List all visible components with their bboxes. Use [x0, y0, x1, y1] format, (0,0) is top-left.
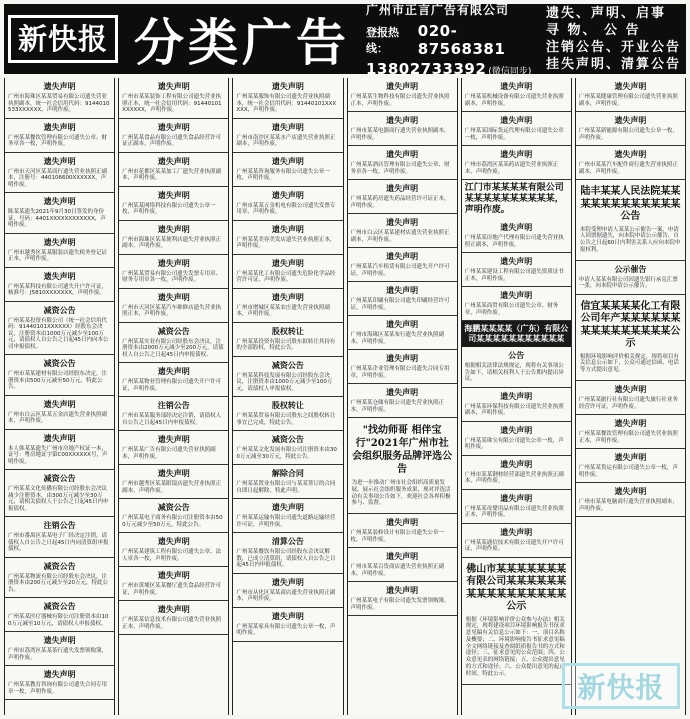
classified-notice	[348, 548, 457, 582]
notice-body: 广州某某化工有限公司遗失危险化学品经营许可证，声明作废。	[236, 270, 336, 283]
notice-title: 遗失声明	[614, 82, 647, 91]
notice-title: 注销公告	[43, 521, 76, 530]
notice-body: 广州市某某钢材经营部遗失营业执照正副本，声明作废。	[464, 471, 564, 484]
brand-logo-text: 新快报	[8, 15, 118, 63]
classified-notice	[5, 598, 114, 632]
notice-title: 遗失声明	[386, 586, 419, 596]
classified-notice	[233, 187, 342, 221]
notice-body: 广州某某网络科技有限公司遗失公章一枚，声明作废。	[122, 202, 216, 215]
notice-title: 减资公告	[43, 602, 76, 611]
notice-title: 遗失声明	[43, 271, 76, 281]
ad-columns	[4, 78, 686, 715]
notice-body: 广州某某电子商务有限公司注册资本由500万元减少至50万元，特此公告。	[122, 515, 223, 528]
hotline-label: 登报热线：	[366, 25, 399, 55]
notice-title: 遗失声明	[271, 190, 304, 200]
category-line: 注销公告、开业公告	[546, 40, 682, 55]
classified-notice	[233, 78, 342, 119]
notice-title: 遗失声明	[500, 425, 533, 435]
classified-notice	[462, 287, 571, 321]
notice-title: 遗失声明	[500, 150, 533, 159]
classified-notice	[5, 153, 114, 194]
notice-body: 广州某某贸易有限公司股东之间股权转让事宜已完成，特此公告。	[236, 413, 336, 426]
classified-notice	[5, 193, 114, 234]
classified-notice	[576, 261, 685, 295]
notice-title: 遗失声明	[386, 252, 419, 261]
notice-body: 广州某某美容美发店遗失营业执照正本，声明作废。	[236, 236, 336, 249]
notice-body: 广州市番禺区某某电子厂经决定注销，请债权人自公告之日起45日内向清算组申报债权。	[8, 533, 109, 552]
notice-body: 广州市某某装饰工程有限公司遗失营业执照正本，统一社会信用代码：91440101XXXXXX，声明作废。	[122, 94, 222, 113]
classified-notice	[119, 431, 228, 465]
notice-title: 减资公告	[271, 360, 304, 370]
notice-body: 广州市白云区某某五金店遗失营业执照副本，声明作废。	[8, 411, 108, 424]
notice-title: 遗失声明	[157, 367, 190, 376]
notice-body: 广州某某餐饮管理有限公司遗失营业执照正本，声明作废。	[578, 431, 678, 444]
notice-title: 遗失声明	[157, 435, 190, 444]
notice-title: 遗失声明	[157, 156, 190, 166]
classified-notice	[119, 187, 228, 221]
classified-notice	[462, 78, 571, 112]
notice-body: 广州市某某电器商行遗失营业执照副本，声明作废。	[350, 128, 450, 141]
notice-title: 遗失声明	[386, 184, 419, 193]
classified-notice	[5, 234, 114, 268]
feature-title: "找幼师哥 相伴宝行"2021年广州市社会组织服务品牌评选公告	[352, 425, 453, 475]
classified-notice	[348, 316, 457, 350]
notice-title: 遗失声明	[43, 82, 76, 91]
notice-body: 申请人某某有限公司因遗失银行承兑汇票一张，向本院申请公示催告。	[578, 276, 678, 290]
notice-title: 遗失声明	[500, 291, 533, 300]
classified-notice	[348, 180, 457, 214]
notice-body: 广州某某物流有限公司经股东会决议，注册资本由200万元减少至20万元，特此公告。	[8, 573, 108, 593]
classified-notice	[119, 499, 228, 533]
classified-notice	[233, 397, 342, 431]
notice-body: 广州某某商贸有限公司遗失公章、财务章，声明作废。	[464, 303, 559, 316]
notice-title: 遗失声明	[386, 388, 419, 397]
notice-title: 遗失声明	[500, 257, 533, 266]
notice-body: 广州某某文化发展有限公司注册资本由300万元减至30万元，特此公告。	[236, 447, 337, 460]
notice-body: 广州某某旅行社有限公司遗失旅行社业务经营许可证，声明作废。	[578, 397, 678, 410]
classified-notice	[233, 153, 342, 187]
notice-title: 遗失声明	[157, 571, 190, 580]
classified-notice	[119, 323, 228, 364]
notice-body: 广州市黄埔区某某餐厅遗失食品经营许可证，声明作废。	[122, 583, 222, 596]
notice-title: 清算公告	[271, 537, 304, 546]
notice-body: 广州某某物业管理有限公司遗失开户许可证，声明作废。	[122, 379, 222, 392]
classified-notice	[5, 78, 114, 119]
classified-notice	[5, 355, 114, 396]
notice-title: 遗失声明	[43, 122, 76, 132]
notice-title: 遗失声明	[271, 224, 304, 234]
classified-notice	[462, 253, 571, 287]
classified-notice	[5, 470, 114, 517]
notice-title: 遗失声明	[157, 190, 190, 200]
notice-body: 广州某某机械设备有限公司遗失营业执照副本，声明作废。	[464, 94, 564, 107]
notice-body: 广州某某仓储有限公司遗失营业执照正本，声明作废。	[350, 400, 445, 413]
notice-title: 遗失声明	[500, 527, 533, 537]
classified-notice	[462, 388, 571, 422]
classified-notice	[5, 119, 114, 153]
notice-title: 公告	[508, 351, 525, 360]
boxed-notice-title: 陆丰某某人民法院某某某某某某某某某某某某公告	[580, 186, 681, 222]
notice-title: 减资公告	[157, 503, 190, 512]
notice-body: 广州某某信息技术有限公司遗失营业执照正本，声明作废。	[122, 617, 222, 630]
classified-notice	[348, 384, 457, 418]
classified-notice	[462, 456, 571, 490]
classified-notice	[119, 119, 228, 153]
classified-notice	[348, 146, 457, 180]
classified-notice	[576, 415, 685, 449]
notice-body: 广州某某环保科技有限公司遗失营业执照副本，声明作废。	[464, 403, 564, 416]
notice-body: 广州某某汽车租赁有限公司遗失开户许可证，声明作废。	[350, 264, 450, 277]
ad-column	[461, 78, 572, 715]
notice-body: 广州某某生物科技有限公司遗失营业执照正本，声明作废。	[350, 94, 450, 107]
highlight-banner: 海鹏某某某某（广东）有限公司某某某某某某某某某某某	[462, 321, 571, 347]
classified-notice	[5, 268, 114, 302]
notice-title: 遗失声明	[271, 156, 304, 166]
classified-notice	[119, 363, 228, 397]
classified-notice	[5, 632, 114, 666]
notice-title: 减资公告	[43, 305, 76, 315]
notice-body: 广州某某医疗器械有限公司注册资本由100万元减至10万元，请债权人申报债权。	[8, 614, 109, 627]
classified-notice	[462, 219, 571, 253]
notice-body: 广州某某科技发展有限公司经股东会决议，注册资本由1000万元减少至100万元，请债权人申报债权。	[236, 372, 333, 392]
notice-title: 遗失声明	[614, 116, 647, 125]
hotline	[366, 22, 538, 58]
notice-body: 广州某某科技有限公司遗失开户许可证，核准号：J5810XXXXXXX，声明作废。	[8, 283, 108, 296]
spanning-notice-body: 根据《环境影响评价公众参与办法》相关规定，现将建设项目环境影响报告书征求意见稿有关信息公示如下：一、项目名称及概要；二、环境影响报告书征求意见稿全文网络链接及查阅纸质报告书的方式和途径；三、征求意见的公众范围；四、公众意见表的网络链接；五、公众提出意见的方式和途径；六、公众提出意见的起止时间。特此公示。	[465, 616, 565, 677]
notice-title: 减资公告	[271, 435, 304, 444]
notice-body: 广州市某某五金机电有限公司遗失发票专用章，声明作废。	[236, 202, 336, 215]
notice-title: 遗失声明	[386, 286, 419, 295]
classified-notice	[462, 347, 571, 388]
classified-notice	[119, 601, 228, 635]
classified-notice	[5, 558, 114, 599]
category-line: 挂失声明、清算公告	[546, 57, 682, 72]
classified-notice	[233, 221, 342, 255]
notice-body: 广州某某珠宝有限公司遗失公章一枚，声明作废。	[464, 437, 564, 450]
notice-title: 遗失声明	[271, 258, 304, 268]
notice-body: 广州某某建筑工程有限公司遗失公章、法人章各一枚，声明作废。	[122, 549, 222, 562]
notice-body: 广州某某餐饮管理有限公司遗失公章、财务章各一枚，声明作废。	[8, 134, 108, 147]
notice-title: 遗失声明	[386, 150, 419, 159]
classified-notice	[233, 323, 342, 357]
classified-notice	[119, 153, 228, 187]
ad-categories	[538, 4, 686, 74]
classified-notice	[348, 78, 457, 112]
classified-notice	[233, 608, 342, 642]
brand-logo	[4, 4, 122, 74]
notice-title: 股权转让	[271, 326, 304, 336]
notice-body: 广州某某广告有限公司遗失营业执照副本，声明作废。	[122, 447, 216, 460]
notice-title: 遗失声明	[43, 636, 76, 645]
section-title: 分类广告	[134, 13, 350, 72]
notice-body: 广州某某电子有限公司遗失发票领购簿，声明作废。	[350, 598, 450, 611]
notice-body: 广州某某服饰有限公司遗失营业执照副本，统一社会信用代码：91440101XXXXXX，声明作废。	[236, 94, 337, 113]
notice-body: 广州某某投资有限公司股东拟转让其持有的全部股权，特此公告。	[236, 338, 336, 351]
bold-notice: 江门市某某某某有限公司某某某某某某某某某某，声明作废。	[464, 183, 564, 215]
ad-column	[4, 78, 115, 715]
notice-title: 遗失声明	[271, 611, 304, 621]
classified-notice	[348, 582, 457, 616]
boxed-notice-body: 本院受理申请人某某公示催告一案，申请人因票据遗失，向本院申请公示催告，自公告之日起60日内利害关系人应向本院申报权利。	[579, 226, 681, 253]
notice-title: 遗失声明	[614, 150, 647, 159]
notice-body: 广州市从化区某某商店遗失营业执照正副本，声明作废。	[236, 589, 336, 602]
notice-body: 广州某某通信技术有限公司遗失开户许可证，声明作废。	[464, 539, 564, 552]
category-line: 寻 物、 公 告	[546, 23, 641, 38]
classified-notice	[576, 112, 685, 146]
notice-body: 本人韩某某遗失广州市房地产权证一本，证号：粤房地证字第C00XXXXXX号，声明作废。	[8, 445, 108, 465]
boxed-notice-title: 信宜某某某某化工有限公司年产某某某某某某某某某某某某某某某公示	[580, 300, 681, 350]
notice-body: 广州市海珠区某某便利店遗失营业执照正副本，声明作废。	[122, 236, 222, 249]
notice-body: 根据相关法律法规规定，现将有关事项公告如下，请相关权利人于公告期内提出异议。	[464, 363, 564, 382]
classified-notice	[233, 289, 342, 323]
ad-column	[575, 78, 686, 715]
mobile-number: 13802733392	[366, 59, 487, 78]
notice-body: 广州某某食品有限公司遗失食品经营许可证正副本，声明作废。	[122, 134, 222, 147]
notice-body: 广州市某某建材有限公司经股东决定，注册资本由500万元减至50万元，特此公告。	[8, 371, 108, 390]
notice-body: 广州市越秀区某某服装店遗失税务登记证正本，声明作废。	[8, 249, 108, 262]
notice-title: 遗失声明	[614, 487, 647, 497]
notice-body: 广州某某印刷有限公司遗失印刷经营许可证，声明作废。	[350, 298, 450, 311]
notice-title: 遗失声明	[386, 320, 419, 329]
notice-title: 遗失声明	[614, 453, 647, 463]
notice-title: 遗失声明	[157, 224, 190, 234]
notice-title: 遗失声明	[157, 605, 190, 614]
notice-body: 广州某某实业有限公司经股东会决议，注册资本由2000万元减少至200万元，请债权人自公告之日起45日内申报债权。	[122, 338, 224, 358]
notice-title: 遗失声明	[43, 670, 76, 679]
classified-notice	[233, 357, 342, 398]
notice-title: 遗失声明	[157, 122, 190, 132]
notice-body: 广州某某贸易有限公司遗失发票专用章、财务专用章各一枚，声明作废。	[122, 270, 222, 283]
classified-notice	[348, 248, 457, 282]
classified-notice	[119, 78, 228, 119]
classified-notice	[233, 465, 342, 499]
notice-body: 广州某某咨询服务有限公司遗失公章一枚，声明作废。	[236, 168, 330, 181]
classified-notice	[576, 449, 685, 483]
notice-title: 遗失声明	[614, 419, 647, 429]
notice-body: 广州某某教育咨询有限公司遗失合同专用章一枚，声明作废。	[8, 682, 108, 695]
notice-body: 广州市某某百货商店遗失营业执照正副本，声明作废。	[350, 564, 445, 577]
notice-body: 广州某某母婴用品有限公司遗失营业执照正本，声明作废。	[464, 505, 564, 518]
notice-title: 遗失声明	[500, 223, 533, 232]
classified-notice	[119, 567, 228, 601]
feature-notice	[348, 418, 457, 514]
notice-body: 广州市某某服务部经决定注销，请债权人自公告之日起45日内申报债权。	[122, 413, 222, 426]
notice-title: 遗失声明	[271, 292, 304, 302]
notice-body: 广州市越秀区某某眼镜店遗失营业执照正副本，声明作废。	[122, 481, 222, 494]
classified-notice	[233, 533, 342, 574]
spanning-notice-title: 佛山市某某某某某某某有限公司某某某某某某某某某某某某某某某某公示	[466, 563, 567, 612]
notice-body: 广州某某国际货运代理有限公司遗失公章一枚，声明作废。	[464, 128, 564, 141]
classified-notice	[348, 282, 457, 316]
notice-title: 遗失声明	[43, 237, 76, 247]
notice-title: 遗失声明	[157, 258, 190, 268]
notice-title: 遗失声明	[386, 552, 419, 562]
classified-notice	[5, 396, 114, 430]
classified-notice	[348, 112, 457, 146]
notice-body: 广州市某某电脑商行遗失营业执照副本，声明作废。	[578, 499, 678, 512]
classified-notice	[119, 465, 228, 499]
classified-notice	[348, 214, 457, 248]
classified-notice	[5, 302, 114, 356]
notice-body: 广州某某健康管理有限公司遗失营业执照副本，声明作废。	[578, 94, 678, 107]
notice-title: 遗失声明	[157, 537, 190, 546]
notice-title: 遗失声明	[500, 391, 533, 401]
watermark-logo: 新快报	[562, 663, 680, 709]
classified-notice	[233, 255, 342, 289]
masthead	[4, 2, 686, 78]
classified-notice	[233, 574, 342, 608]
notice-title: 遗失声明	[43, 197, 76, 206]
notice-title: 减资公告	[43, 359, 76, 368]
notice-body: 广州某某酒店管理有限公司遗失公章、财务章各一枚，声明作废。	[350, 162, 450, 175]
notice-title: 遗失声明	[386, 354, 419, 363]
notice-body: 广州市荔湾区某某药店遗失营业执照正本，声明作废。	[464, 162, 559, 175]
notice-body: 广州某某货运有限公司遗失公章一枚，声明作废。	[578, 465, 678, 478]
notice-title: 遗失声明	[43, 399, 76, 409]
boxed-notice	[576, 295, 685, 381]
notice-title: 遗失声明	[271, 122, 304, 132]
notice-title: 公示催告	[614, 264, 647, 274]
notice-title: 减资公告	[43, 474, 76, 483]
classified-notice	[348, 514, 457, 548]
notice-title: 遗失声明	[271, 577, 304, 587]
mobile-note: (微信同步)	[488, 66, 532, 77]
boxed-notice-body: 根据环境影响评价相关规定，现将项目有关信息公示如下，公众可通过信函、电话等方式提出意见。	[579, 353, 679, 374]
notice-title: 遗失声明	[386, 82, 419, 91]
category-line: 遗失、声明、启事	[546, 6, 667, 21]
notice-title: 遗失声明	[500, 459, 533, 469]
notice-body: 广州市海珠区某某贸易有限公司遗失营业执照副本，统一社会信用代码：9144010533XXXXXX，声明作废。	[8, 94, 110, 113]
notice-title: 减资公告	[43, 561, 76, 571]
notice-body: 广州市花都区某某加工厂遗失营业执照副本，声明作废。	[122, 168, 222, 181]
classified-notice	[462, 490, 571, 524]
notice-title: 遗失声明	[614, 385, 647, 395]
classified-notice	[119, 533, 228, 567]
classified-notice	[576, 381, 685, 415]
notice-title: 减资公告	[157, 326, 190, 336]
notice-title: 股权转让	[271, 401, 304, 410]
notice-title: 遗失声明	[386, 518, 419, 528]
ad-column	[347, 78, 458, 715]
notice-body: 广州市白云区某某建材店遗失营业执照正副本，声明作废。	[350, 230, 450, 243]
notice-title: 解除合同	[271, 469, 304, 478]
classified-notice	[576, 78, 685, 112]
spanning-notice	[462, 558, 571, 685]
classified-notice	[348, 350, 457, 384]
classified-notice	[462, 422, 571, 456]
mobile	[366, 60, 538, 78]
notice-body: 广州某某企业管理有限公司遗失合同专用章，声明作废。	[350, 366, 450, 379]
notice-body: 广州市天河区某某汽车维修店遗失营业执照正本，声明作废。	[122, 304, 222, 317]
classified-notice	[119, 289, 228, 323]
classified-notice	[5, 666, 114, 700]
hotline-number: 020- 87568381	[417, 21, 506, 58]
notice-title: 遗失声明	[157, 292, 190, 302]
notice-body: 广州市天河区某某商行遗失营业执照正副本，注册号：440106600XXXXXX，声明作废。	[8, 168, 108, 188]
notice-body: 广州市南沙区某某水产店遗失营业执照正副本，声明作废。	[236, 134, 336, 147]
notice-title: 遗失声明	[386, 116, 419, 125]
classified-notice	[119, 397, 228, 431]
notice-body: 广州某某家具有限公司遗失公章一枚，声明作废。	[236, 623, 336, 636]
notice-title: 遗失声明	[386, 218, 419, 227]
classified-notice	[119, 221, 228, 255]
boxed-notice	[576, 180, 685, 261]
agency-info	[362, 2, 538, 78]
classified-notice	[233, 431, 342, 465]
classified-notice	[462, 146, 571, 180]
notice-title: 遗失声明	[157, 82, 190, 91]
notice-title: 注销公告	[157, 401, 190, 410]
notice-body: 广州市荔湾区某某茶行遗失发票领购簿，声明作废。	[8, 648, 108, 661]
classified-notice	[233, 119, 342, 153]
notice-body: 陈某某遗失2021年9月30日签发的身份证，号码：4401XXXXXXXXXXXX，声明作废。	[8, 209, 106, 228]
notice-body: 广州某某装修设计有限公司遗失公章一枚，声明作废。	[350, 530, 445, 543]
notice-body: 广州某某餐饮有限公司经股东会决议解散，已成立清算组，请债权人自公告之日起45日内申报债权。	[236, 549, 336, 568]
notice-body: 广州某某建设工程有限公司遗失资质证书正本，声明作废。	[464, 269, 564, 282]
notice-title: 遗失声明	[500, 116, 533, 125]
classified-notice	[462, 524, 571, 558]
notice-body: 广州某某文化传播有限公司经股东会决议减少注册资本，由300万元减少至30万元，请相关债权人于公告之日起45日内申报债权。	[8, 486, 109, 512]
notice-body: 广州市某某汽车配件商行遗失营业执照正副本，声明作废。	[578, 162, 678, 175]
classified-notice	[576, 146, 685, 180]
classified-notice	[576, 483, 685, 517]
notice-body: 广州某某新能源有限公司遗失公章一枚，声明作废。	[578, 128, 678, 141]
feature-body: 为进一步推动广州市社会组织高质量发展，展示社会组织服务成果，现对评选活动有关事项公告如下，欢迎社会各界积极参与、监督。	[351, 480, 451, 507]
notice-title: 遗失声明	[43, 156, 76, 166]
classified-notice	[5, 517, 114, 558]
classified-notice	[5, 430, 114, 471]
notice-body: 广州某某房地产代理有限公司遗失营业执照正副本，声明作废。	[464, 235, 564, 248]
classified-notice	[233, 499, 342, 533]
notice-title: 遗失声明	[500, 493, 533, 503]
ad-column	[232, 78, 343, 715]
notice-title: 遗失声明	[271, 503, 304, 512]
notice-body: 广州市增城区某某农庄遗失营业执照副本，声明作废。	[236, 304, 330, 317]
notice-body: 广州某某投资有限公司（统一社会信用代码：91440101XXXXXX）经股东会决议，注册资本由1000万元减少至100万元，请债权人自公告之日起45日内向本公司申报债权。	[8, 317, 109, 350]
notice-title: 遗失声明	[271, 82, 304, 91]
notice-body: 广州某某运输有限公司遗失道路运输经营许可证，声明作废。	[236, 515, 336, 528]
agency-name: 广州市正言广告有限公司	[366, 2, 510, 17]
notice-title: 遗失声明	[157, 469, 190, 478]
notice-body: 广州某某置业有限公司与某某签订的合同自即日起解除，特此声明。	[236, 481, 336, 494]
notice-title: 遗失声明	[43, 433, 76, 443]
notice-body: 广州某某药房遗失药品经营许可证正本，声明作废。	[350, 196, 450, 209]
ad-column	[118, 78, 229, 715]
classified-notice	[119, 255, 228, 289]
notice-body: 广州市海珠区某某布行遗失营业执照副本，声明作废。	[350, 332, 445, 345]
notice-title: 遗失声明	[500, 82, 533, 91]
classified-notice	[462, 112, 571, 146]
